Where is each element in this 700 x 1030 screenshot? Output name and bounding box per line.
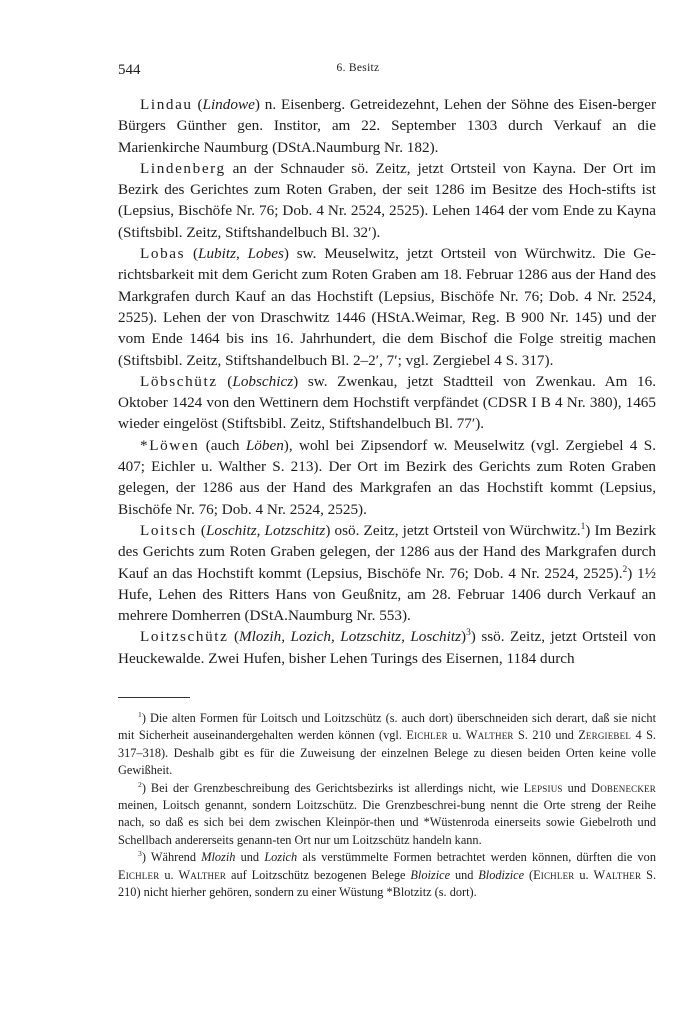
entry-text: (Loschitz, Lotzschitz) osö. Zeitz, jetzt Ortsteil von Würchwitz.$^1$) Im Bezirk des Gerichts zum Roten Graben gelegen, der 1286 aus der Hand des Markgrafen durch Kauf an das Hochstift kommt (Lepsius, Bischöfe Nr. 76; Dob. 4 Nr. 2524, 2525).$^2$) 1½ Hufe, Lehen des Ritters Hans von Geußnitz, am 28. Februar 1406 durch Verkauf an mehrere Domherren (DStA.Naumburg Nr. 553). xyxy=(118,521,656,625)
entry-loitzschuetz xyxy=(118,626,656,669)
entry-text: (Lobschicz) sw. Zwenkau, jetzt Stadtteil von Zwenkau. Am 16. Oktober 1424 von den Wettinern dem Hochstift verpfändet (CDSR I B 4 Nr. 380), 1465 wieder eingelöst (Stiftsbibl. Zeitz, Stiftshandelbuch Bl. 77′). xyxy=(118,372,657,433)
entry-heading: Loitzschütz xyxy=(140,628,229,646)
entry-text: (Lubitz, Lobes) sw. Meuselwitz, jetzt Ortsteil von Würchwitz. Die Ge-richtsbarkeit mit dem Gericht zum Roten Graben am 18. Februar 1286 aus der Hand des Markgrafen durch Kauf an das Hochstift (Lepsius, Bischöfe Nr. 76; Dob. 4 Nr. 2524, 2525). Lehen der von Draschwitz 1446 (HStA.Weimar, Reg. B 900 Nr. 145) und der vom Ende 1464 bis ins 16. Jahrhundert, die dem Bischof die Folge streitig machen (Stiftsbibl. Zeitz, Stiftshandelbuch Bl. 2–2′, 7′; vgl. Zergiebel 4 S. 317). xyxy=(118,245,656,369)
entry-heading: Loitsch xyxy=(140,521,197,539)
entry-heading: Löbschütz xyxy=(140,372,218,390)
entry-lobas xyxy=(118,243,656,371)
footnote-1: $^1$) Die alten Formen für Loitsch und Loitzschütz (s. auch dort) überschneiden sich derart, daß sie nicht mit Sicherheit auseinandergehalten werden können (vgl. Eichler u. Walther S. 210 und Zergiebel 4 S. 317–318). Deshalb gibt es für die Zuweisung der einzelnen Belege zu diesen beiden Orten keine volle Gewißheit. xyxy=(118,709,656,778)
entry-loewen xyxy=(118,435,656,520)
running-head: 6. Besitz xyxy=(336,62,380,74)
entry-heading: Lindau xyxy=(140,96,193,113)
entry-heading: Lindenberg xyxy=(140,159,226,177)
entry-lindau xyxy=(118,94,656,158)
entry-text: an der Schnauder sö. Zeitz, jetzt Ortsteil von Kayna. Der Ort im Bezirk des Gerichtes zum Roten Graben, der seit 1286 im Besitze des Hoch-stifts ist (Lepsius, Bischöfe Nr. 76; Dob. 4 Nr. 2524, 2525). Lehen 1464 der vom Ende zu Kayna (Stiftsbibl. Zeitz, Stiftshandelbuch Bl. 32′). xyxy=(118,159,656,241)
page-number: 544 xyxy=(118,62,141,78)
entry-text: (Mlozih, Lozich, Lotzschitz, Loschitz)$^3$) ssö. Zeitz, jetzt Ortsteil von Heuckewalde. Zwei Hufen, bisher Lehen Turings des Eisernen, 1184 durch xyxy=(118,628,656,667)
main-text xyxy=(118,94,656,669)
entry-heading: *Löwen xyxy=(140,436,200,454)
entry-text: (auch Löben), wohl bei Zipsendorf w. Meuselwitz (vgl. Zergiebel 4 S. 407; Eichler u. Walther S. 213). Der Ort im Bezirk des Gerichts zum Roten Graben gelegen, der 1286 aus der Hand des Markgrafen an das Hochstift kommt (Lepsius, Bischöfe Nr. 76; Dob. 4 Nr. 2524, 2525). xyxy=(118,436,656,518)
entry-loebschuetz xyxy=(118,371,656,435)
footnote-3: $^3$) Während Mlozih und Lozich als verstümmelte Formen betrachtet werden können, dürften die von Eichler u. Walther auf Loitzschütz bezogenen Belege Bloizice und Blodizice (Eichler u. Walther S. 210) nicht hierher gehören, sondern zu einer Wüstung *Blotzitz (s. dort). xyxy=(118,849,657,900)
footnotes xyxy=(118,710,656,901)
entry-text: (Lindowe) n. Eisenberg. Getreidezehnt, Lehen der Söhne des Eisen-berger Bürgers Günther gen. Institor, am 22. September 1303 durch Verkauf an die Marienkirche Naumburg (DStA.Naumburg Nr. 182). xyxy=(118,96,656,156)
entry-lindenberg xyxy=(118,158,656,243)
entry-loitsch xyxy=(118,520,656,626)
footnote-divider xyxy=(118,697,190,698)
page-header xyxy=(118,62,598,84)
entry-heading: Lobas xyxy=(140,245,186,263)
footnote-2: $^2$) Bei der Grenzbeschreibung des Gerichtsbezirks ist allerdings nicht, wie Lepsius und Dobenecker meinen, Loitsch genannt, sondern Loitzschütz. Die Grenzbeschrei-bung nennt die Orte streng der Reihe nach, so daß es sich bei dem zwischen Kleinpör-then und *Wüstenroda einerseits sowie Giebelroth und Schellbach andererseits genann-ten Ort nur um Loitzschütz handeln kann. xyxy=(118,779,656,847)
